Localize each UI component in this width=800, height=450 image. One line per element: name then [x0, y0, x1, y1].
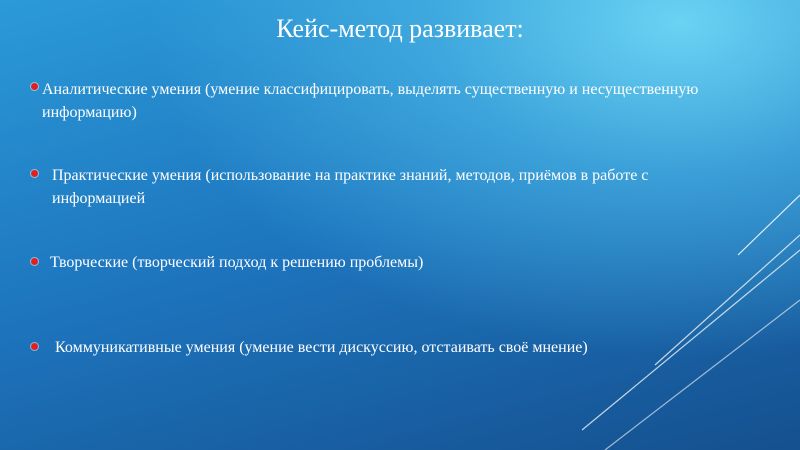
bullet-icon — [31, 258, 38, 265]
bullet-icon — [31, 83, 38, 90]
list-item — [42, 78, 732, 124]
list-item-text: Аналитические умения (умение классифицировать, выделять существенную и несущественную информацию) — [42, 81, 699, 121]
slide-title: Кейс-метод развивает: — [276, 14, 524, 43]
list-item — [55, 336, 775, 359]
list-item — [50, 251, 750, 274]
bullet-icon — [31, 343, 38, 350]
bullet-icon — [31, 170, 38, 177]
list-item-text: Коммуникативные умения (умение вести дискуссию, отстаивать своё мнение) — [55, 339, 588, 356]
list-item-text: Практические умения (использование на практике знаний, методов, приёмов в работе с информацией — [52, 167, 649, 207]
list-item — [52, 164, 722, 210]
list-item-text: Творческие (творческий подход к решению проблемы) — [50, 254, 424, 271]
